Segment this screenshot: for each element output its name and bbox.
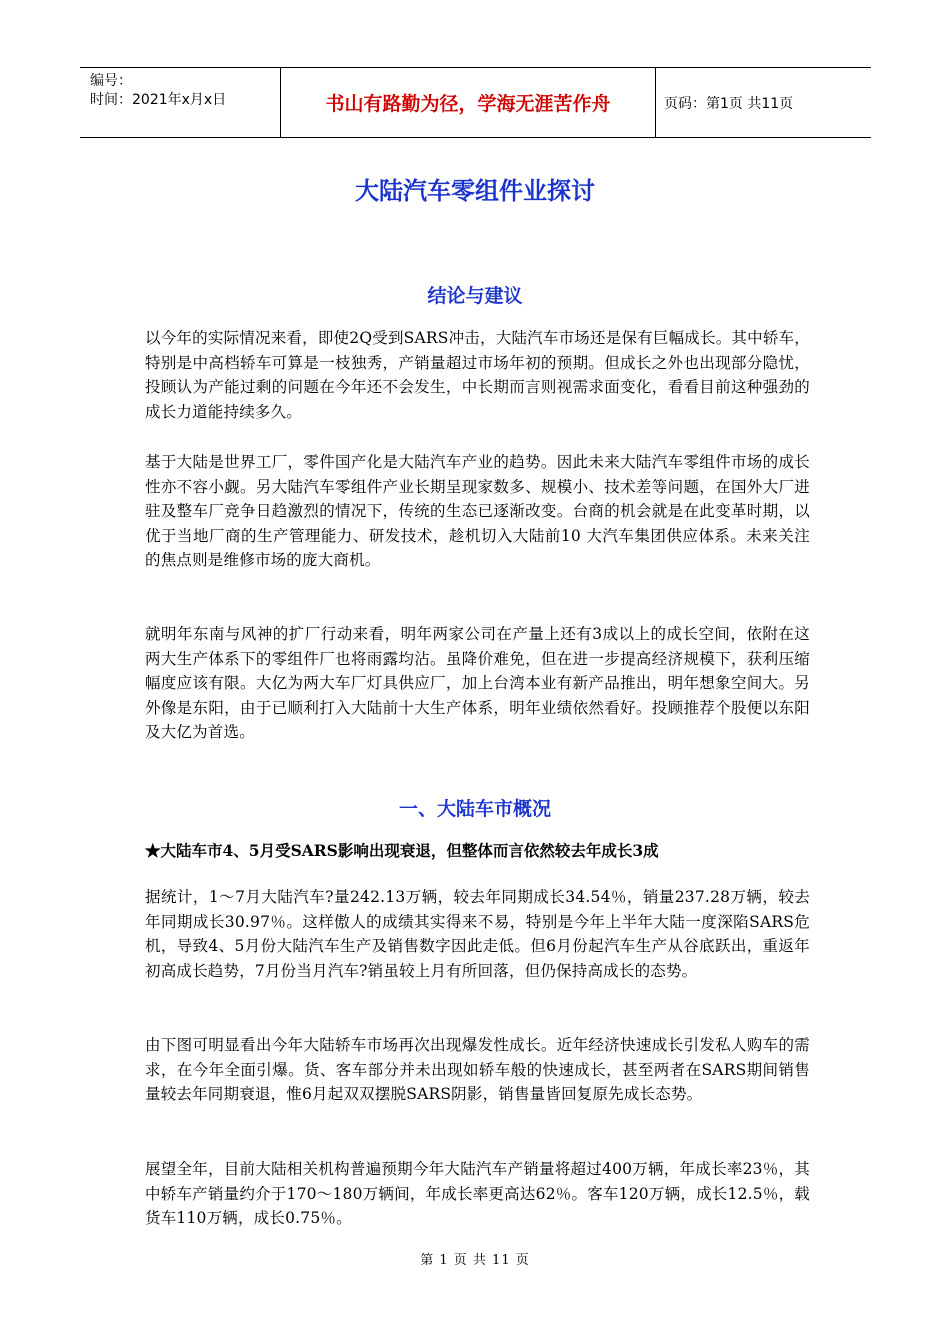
header-page-info: 页码：第1页 共11页	[664, 95, 794, 112]
section1-paragraph-1: 据统计，1～7月大陆汽车?量242.13万辆，较去年同期成长34.54％，销量237.28万辆，较去年同期成长30.97％。这样傲人的成绩其实得来不易，特别是今年上半年大陆一度深陷SARS危机，导致4、5月份大陆汽车生产及销售数字因此走低。但6月份起汽车生产从谷底跃出，重返年初高成长趋势，7月份当月汽车?销虽较上月有所回落，但仍保持高成长的态势。	[145, 888, 810, 980]
number-label: 编号：	[90, 73, 132, 89]
section1-paragraph-2: 由下图可明显看出今年大陆轿车市场再次出现爆发性成长。近年经济快速成长引发私人购车的需求，在今年全面引爆。货、客车部分并未出现如轿车般的快速成长，甚至两者在SARS期间销售量较去年同期衰退，惟6月起双双摆脱SARS阴影，销售量皆回复原先成长态势。	[145, 1036, 810, 1103]
header-motto: 书山有路勤为径，学海无涯苦作舟	[281, 68, 656, 137]
page-footer: 第 1 页 共 11 页	[420, 1253, 530, 1268]
document-title: 大陆汽车零组件业探讨	[355, 177, 595, 205]
time-label: 时间：2021年x月x日	[90, 92, 227, 108]
section1-paragraph-3: 展望全年，目前大陆相关机构普遍预期今年大陆汽车产销量将超过400万辆，年成长率23％，其中轿车产销量约介于170～180万辆间，年成长率更高达62％。客车120万辆，成长12.5％，载货车110万辆，成长0.75％。	[145, 1160, 810, 1227]
header-meta	[80, 68, 281, 137]
conclusion-paragraph-2: 基于大陆是世界工厂，零件国产化是大陆汽车产业的趋势。因此未来大陆汽车零组件市场的成长性亦不容小觑。另大陆汽车零组件产业长期呈现家数多、规模小、技术差等问题，在国外大厂进驻及整车厂竞争日趋激烈的情况下，传统的生态已逐渐改变。台商的机会就是在此变革时期，以优于当地厂商的生产管理能力、研发技术，趁机切入大陆前10 大汽车集团供应体系。未来关注的焦点则是维修市场的庞大商机。	[145, 453, 810, 569]
conclusion-heading: 结论与建议	[427, 285, 523, 307]
section1-bullet: ★大陆车市4、5月受SARS影响出现衰退，但整体而言依然较去年成长3成	[145, 841, 659, 860]
document-header	[80, 67, 871, 138]
section1-heading: 一、大陆车市概况	[398, 798, 551, 820]
conclusion-paragraph-3: 就明年东南与风神的扩厂行动来看，明年两家公司在产量上还有3成以上的成长空间，依附在这两大生产体系下的零组件厂也将雨露均沾。虽降价难免，但在进一步提高经济规模下，获利压缩幅度应该有限。大亿为两大车厂灯具供应厂，加上台湾本业有新产品推出，明年想象空间大。另外像是东阳，由于已顺利打入大陆前十大生产体系，明年业绩依然看好。投顾推荐个股便以东阳及大亿为首选。	[145, 625, 810, 741]
conclusion-paragraph-1: 以今年的实际情况来看，即使2Q受到SARS冲击，大陆汽车市场还是保有巨幅成长。其中轿车，特别是中高档轿车可算是一枝独秀，产销量超过市场年初的预期。但成长之外也出现部分隐忧，投顾认为产能过剩的问题在今年还不会发生，中长期而言则视需求面变化，看看目前这种强劲的成长力道能持续多久。	[145, 329, 810, 421]
